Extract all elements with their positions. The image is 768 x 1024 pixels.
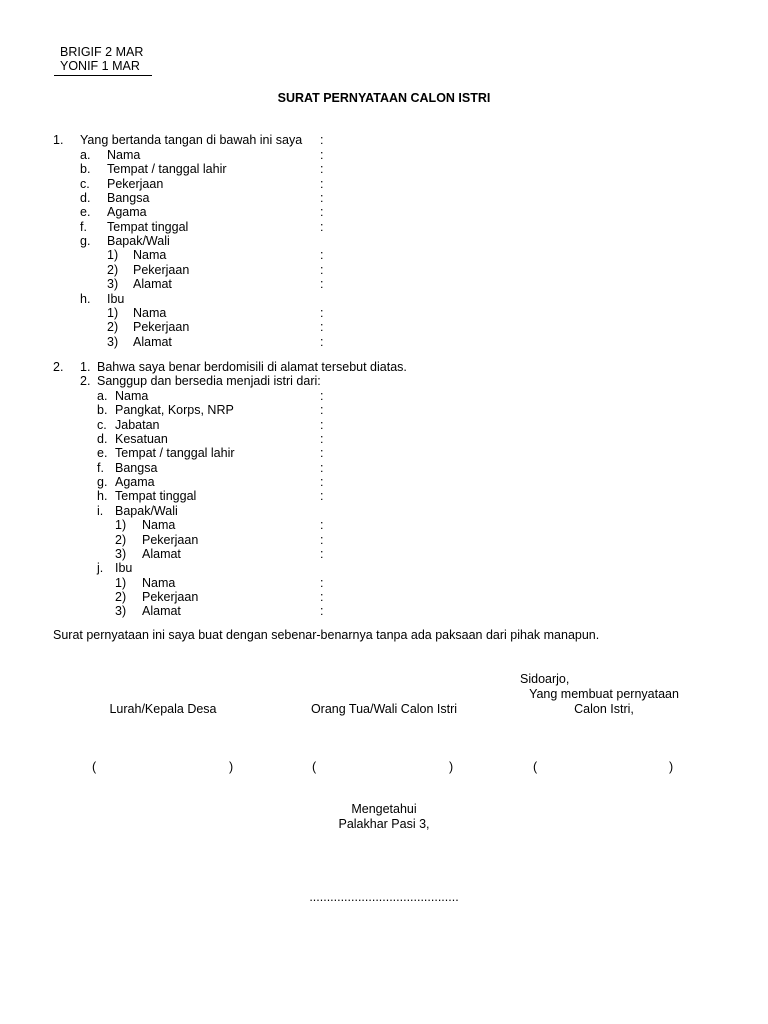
form-subfield-row bbox=[0, 533, 768, 547]
statement-text: Surat pernyataan ini saya buat dengan sebenar-benarnya tanpa ada paksaan dari pihak manapun. bbox=[53, 628, 600, 642]
form-field-row bbox=[0, 475, 768, 489]
colon: : bbox=[320, 305, 324, 320]
form-subfield-row bbox=[0, 320, 768, 334]
field-label: Pekerjaan bbox=[107, 176, 164, 191]
field-label: Bangsa bbox=[115, 460, 158, 475]
form-field-row bbox=[0, 292, 768, 306]
field-marker: f. bbox=[80, 219, 87, 234]
colon: : bbox=[320, 489, 324, 504]
open-paren: ( bbox=[312, 760, 317, 774]
field-label: Nama bbox=[142, 575, 176, 590]
field-marker: 1) bbox=[115, 518, 127, 533]
form-field-row bbox=[0, 220, 768, 234]
field-marker: b. bbox=[97, 403, 108, 418]
officer-signature-dots: ........................................... bbox=[309, 890, 459, 904]
section-2-number: 2. bbox=[53, 360, 64, 374]
form-subfield-row bbox=[0, 590, 768, 604]
form-field-row bbox=[0, 561, 768, 575]
colon: : bbox=[320, 589, 324, 604]
field-label: Pangkat, Korps, NRP bbox=[115, 403, 234, 418]
acknowledged-label: Mengetahui bbox=[351, 802, 417, 816]
field-label: Alamat bbox=[142, 604, 181, 619]
field-label: Tempat / tanggal lahir bbox=[115, 446, 235, 461]
close-paren: ) bbox=[669, 760, 674, 774]
colon: : bbox=[320, 162, 324, 177]
field-marker: 3) bbox=[107, 334, 119, 349]
close-paren: ) bbox=[449, 760, 454, 774]
form-field-row bbox=[0, 234, 768, 248]
field-marker: 3) bbox=[115, 604, 127, 619]
colon: : bbox=[320, 389, 324, 403]
field-label: Ibu bbox=[115, 561, 133, 576]
field-marker: 2) bbox=[107, 262, 119, 277]
open-paren: ( bbox=[92, 760, 97, 774]
colon: : bbox=[320, 277, 324, 292]
field-marker: i. bbox=[97, 503, 104, 518]
field-label: Tempat tinggal bbox=[115, 489, 197, 504]
field-label: Bapak/Wali bbox=[107, 234, 170, 249]
form-subfield-row bbox=[0, 335, 768, 349]
field-label: Bangsa bbox=[107, 191, 150, 206]
point-mark: 2. bbox=[80, 374, 91, 388]
field-label: Nama bbox=[133, 248, 167, 263]
colon: : bbox=[320, 475, 324, 490]
form-field-row bbox=[0, 418, 768, 432]
point-text: Bahwa saya benar berdomisili di alamat tersebut diatas. bbox=[97, 360, 407, 374]
field-marker: 3) bbox=[115, 546, 127, 561]
header-underline bbox=[54, 75, 152, 76]
field-label: Pekerjaan bbox=[142, 589, 199, 604]
colon: : bbox=[320, 604, 324, 619]
colon: : bbox=[320, 133, 324, 147]
colon: : bbox=[320, 518, 324, 533]
field-marker: h. bbox=[97, 489, 108, 504]
section-2-point-2 bbox=[0, 374, 768, 388]
form-field-row bbox=[0, 489, 768, 503]
field-marker: c. bbox=[97, 417, 107, 432]
field-marker: 2) bbox=[115, 532, 127, 547]
colon: : bbox=[320, 546, 324, 561]
form-subfield-row bbox=[0, 604, 768, 618]
field-label: Alamat bbox=[133, 334, 172, 349]
colon: : bbox=[320, 575, 324, 590]
colon: : bbox=[320, 205, 324, 220]
field-label: Nama bbox=[107, 148, 141, 162]
form-field-row bbox=[0, 148, 768, 162]
colon: : bbox=[320, 219, 324, 234]
colon: : bbox=[320, 432, 324, 447]
field-marker: a. bbox=[80, 148, 91, 162]
field-label: Alamat bbox=[142, 546, 181, 561]
section-1-number: 1. bbox=[53, 133, 64, 147]
field-label: Bapak/Wali bbox=[115, 503, 178, 518]
colon: : bbox=[320, 176, 324, 191]
colon: : bbox=[320, 191, 324, 206]
colon: : bbox=[320, 460, 324, 475]
form-field-row bbox=[0, 403, 768, 417]
colon: : bbox=[320, 417, 324, 432]
field-label: Alamat bbox=[133, 277, 172, 292]
field-marker: j. bbox=[97, 561, 104, 576]
field-label: Tempat / tanggal lahir bbox=[107, 162, 227, 177]
place-date: Sidoarjo, bbox=[520, 672, 570, 686]
section-1-intro: Yang bertanda tangan di bawah ini saya bbox=[80, 133, 303, 147]
colon: : bbox=[320, 532, 324, 547]
field-marker: h. bbox=[80, 291, 91, 306]
village-head-title: Lurah/Kepala Desa bbox=[109, 702, 217, 716]
colon: : bbox=[320, 334, 324, 349]
maker-title-1: Yang membuat pernyataan bbox=[529, 687, 679, 701]
point-text: Sanggup dan bersedia menjadi istri dari: bbox=[97, 374, 321, 388]
field-marker: 3) bbox=[107, 277, 119, 292]
form-field-row bbox=[0, 389, 768, 403]
colon: : bbox=[320, 248, 324, 263]
form-field-row bbox=[0, 446, 768, 460]
field-label: Ibu bbox=[107, 291, 125, 306]
officer-title: Palakhar Pasi 3, bbox=[338, 817, 430, 831]
unit-header bbox=[60, 45, 143, 73]
form-field-row bbox=[0, 162, 768, 176]
colon: : bbox=[320, 403, 324, 418]
open-paren: ( bbox=[533, 760, 538, 774]
field-marker: 1) bbox=[115, 575, 127, 590]
field-marker: g. bbox=[80, 234, 91, 249]
section-2-point-1 bbox=[0, 360, 768, 374]
form-subfield-row bbox=[0, 518, 768, 532]
field-label: Tempat tinggal bbox=[107, 219, 189, 234]
field-marker: d. bbox=[80, 191, 91, 206]
form-field-row bbox=[0, 205, 768, 219]
field-label: Nama bbox=[133, 305, 167, 320]
close-paren: ) bbox=[229, 760, 234, 774]
field-label: Nama bbox=[115, 389, 149, 403]
field-marker: 2) bbox=[107, 320, 119, 335]
field-marker: g. bbox=[97, 475, 108, 490]
field-label: Pekerjaan bbox=[133, 320, 190, 335]
guardian-title: Orang Tua/Wali Calon Istri bbox=[310, 702, 458, 716]
header-line-1: BRIGIF 2 MAR bbox=[60, 45, 144, 59]
field-label: Agama bbox=[107, 205, 147, 220]
form-subfield-row bbox=[0, 306, 768, 320]
field-label: Pekerjaan bbox=[133, 262, 190, 277]
field-marker: 1) bbox=[107, 248, 119, 263]
field-marker: e. bbox=[80, 205, 91, 220]
point-mark: 1. bbox=[80, 360, 91, 374]
form-subfield-row bbox=[0, 277, 768, 291]
form-field-row bbox=[0, 504, 768, 518]
field-marker: e. bbox=[97, 446, 108, 461]
field-label: Kesatuan bbox=[115, 432, 168, 447]
form-field-row bbox=[0, 461, 768, 475]
field-marker: d. bbox=[97, 432, 108, 447]
colon: : bbox=[320, 148, 324, 162]
form-field-row bbox=[0, 177, 768, 191]
maker-title-2: Calon Istri, bbox=[574, 702, 634, 716]
header-line-2: YONIF 1 MAR bbox=[60, 59, 140, 73]
field-label: Agama bbox=[115, 475, 155, 490]
field-marker: f. bbox=[97, 460, 104, 475]
document-title: SURAT PERNYATAAN CALON ISTRI bbox=[277, 91, 491, 105]
field-label: Pekerjaan bbox=[142, 532, 199, 547]
form-subfield-row bbox=[0, 248, 768, 262]
field-marker: 2) bbox=[115, 589, 127, 604]
colon: : bbox=[320, 320, 324, 335]
section-1-intro-row bbox=[0, 133, 768, 147]
colon: : bbox=[320, 262, 324, 277]
form-subfield-row bbox=[0, 576, 768, 590]
field-marker: c. bbox=[80, 176, 90, 191]
form-field-row bbox=[0, 432, 768, 446]
field-label: Jabatan bbox=[115, 417, 160, 432]
form-subfield-row bbox=[0, 263, 768, 277]
colon: : bbox=[320, 446, 324, 461]
field-marker: b. bbox=[80, 162, 91, 177]
form-field-row bbox=[0, 191, 768, 205]
field-marker: 1) bbox=[107, 305, 119, 320]
field-label: Nama bbox=[142, 518, 176, 533]
field-marker: a. bbox=[97, 389, 108, 403]
form-subfield-row bbox=[0, 547, 768, 561]
